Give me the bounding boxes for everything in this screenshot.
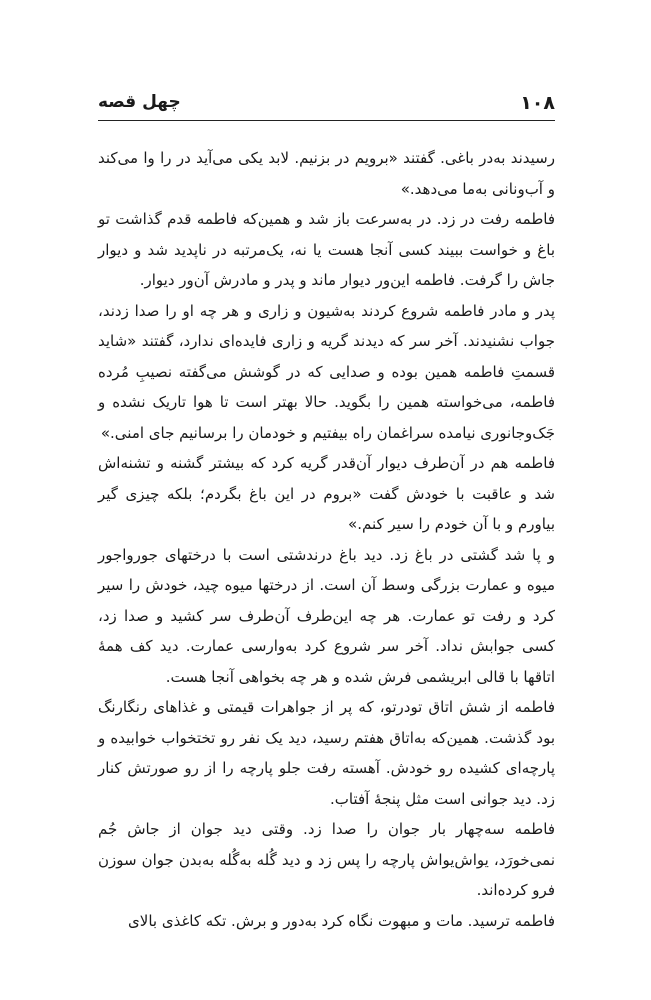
running-title: چهل قصه [98,92,181,112]
paragraph: فاطمه رفت در زد. در به‌سرعت باز شد و همین‌که فاطمه قدم گذاشت تو باغ و خواست ببیند کسی آنجا هست یا نه، یک‌مرتبه در ناپدید شد و دیوار جاش را گرفت. فاطمه این‌ور دیوار ماند و پدر و مادرش آن‌ور دیوار. [98,210,555,289]
page-number: ۱۰۸ [520,92,555,114]
paragraph: و پا شد گشتی در باغ زد. دید باغ درندشتی است با درختهای جورواجور میوه و عمارت بزرگی وسط آن است. از درختها میوه چید، خودش را سیر کرد و رفت تو عمارت. هر چه این‌طرف آن‌طرف سر کشید و صدا زد، کسی جوابش نداد. آخر سر شروع کرد به‌وارسی عمارت. دید کف همهٔ اتاقها با قالی ابریشمی فرش شده و هر چه بخواهی آنجا هست. [98,545,555,686]
paragraph: فاطمه هم در آن‌طرف دیوار آن‌قدر گریه کرد که بیشتر گشنه و تشنه‌اش شد و عاقبت با خودش گفت «بروم در این باغ بگردم؛ بلکه چیزی گیر بیاورم و با آن خودم را سیر کنم.» [98,454,555,533]
paragraph: فاطمه ترسید. مات و مبهوت نگاه کرد به‌دور و برش. تکه کاغذی بالای [128,911,555,930]
page-header [98,92,555,132]
story-text [98,143,555,936]
header-rule [98,120,555,121]
paragraph: فاطمه سه‌چهار بار جوان را صدا زد. وقتی دید جوان از جاش جُم نمی‌خورَد، یواش‌یواش پارچه را پس زد و دید گُله به‌گُله به‌بدن جوان سوزن فرو کرده‌اند. [98,820,555,899]
paragraph: رسیدند به‌در باغی. گفتند «برویم در بزنیم. لابد یکی می‌آید در را وا می‌کند و آب‌ونانی به‌ما می‌دهد.» [98,149,555,198]
paragraph: فاطمه از شش اتاق تودرتو، که پر از جواهرات قیمتی و غذاهای رنگارنگ بود گذشت. همین‌که به‌اتاق هفتم رسید، دید یک نفر رو تختخواب خوابیده و پارچه‌ای کشیده رو خودش. آهسته رفت جلو پارچه را از رو صورتش کنار زد. دید جوانی است مثل پنجهٔ آفتاب. [98,698,555,808]
paragraph: پدر و مادر فاطمه شروع کردند به‌شیون و زاری و هر چه او را صدا زدند، جواب نشنیدند. آخر سر که دیدند گریه و زاری فایده‌ای ندارد، گفتند «شاید قسمتِ فاطمه همین بوده و صدایی که در گوشش می‌گفته نصیبِ مُرده فاطمه، می‌خواسته همین را بگوید. حالا بهتر است تا هوا تاریک نشده و جَک‌وجانوری نیامده سراغمان راه بیفتیم و خودمان را برسانیم جای امنی.» [98,301,555,442]
